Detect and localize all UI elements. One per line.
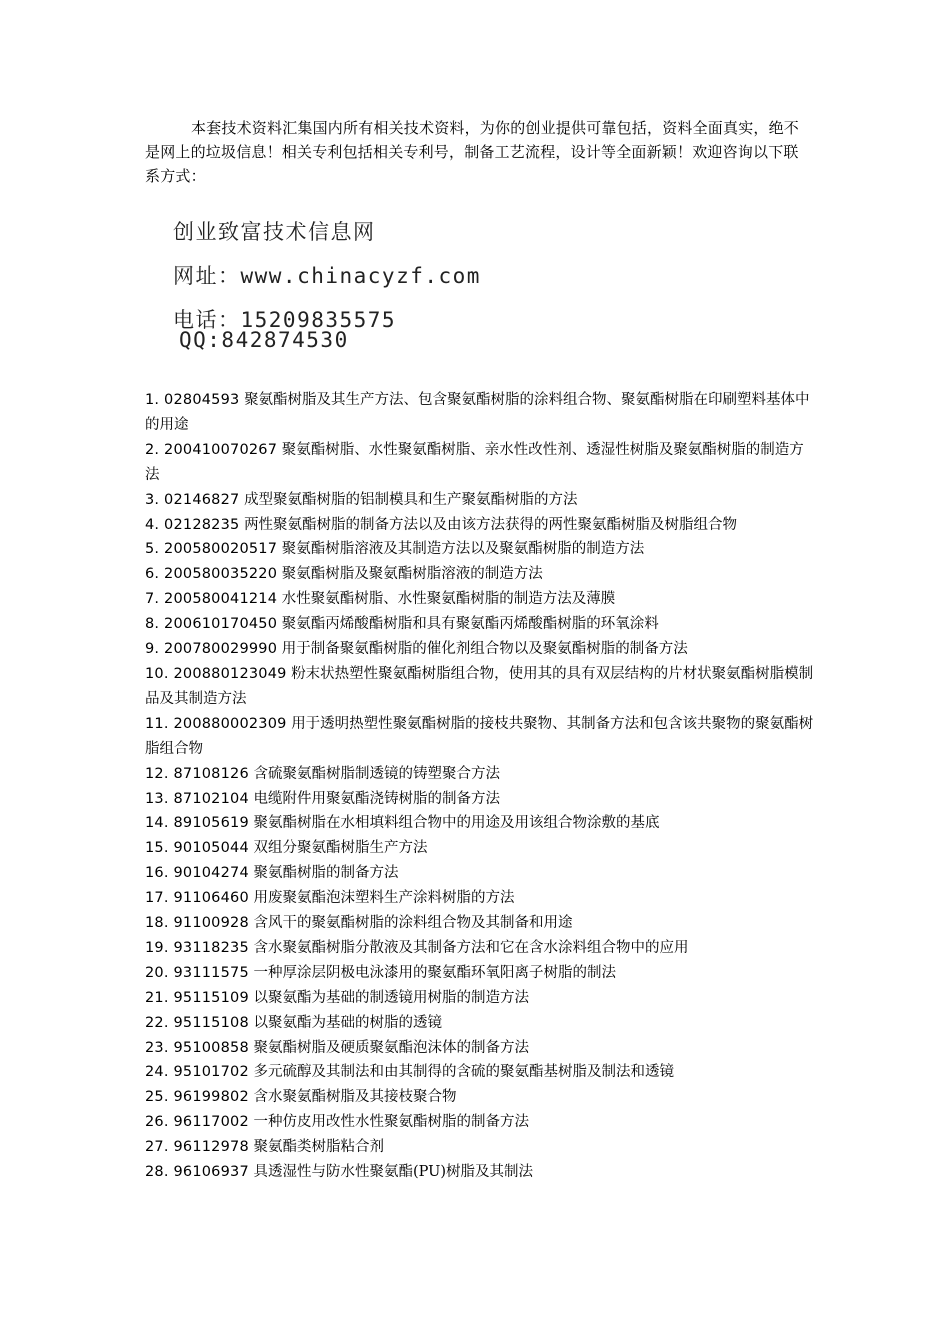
patent-title: 用于透明热塑性聚氨酯树脂的接枝共聚物、其制备方法和包含该共聚物的聚氨酯树脂组合物 — [145, 715, 814, 757]
patent-title: 具透湿性与防水性聚氨酯(PU)树脂及其制法 — [253, 1164, 534, 1181]
patent-list-item — [145, 1135, 815, 1160]
patent-list-item — [145, 438, 815, 488]
patent-number: 9. 200780029990 — [145, 641, 278, 658]
patent-number: 11. 200880002309 — [145, 715, 287, 732]
patent-number: 3. 02146827 — [145, 491, 240, 508]
patent-number: 18. 91100928 — [145, 915, 249, 932]
patent-title: 电缆附件用聚氨酯浇铸树脂的制备方法 — [253, 790, 500, 807]
patent-number: 4. 02128235 — [145, 516, 240, 533]
patent-list-item — [145, 637, 815, 662]
patent-list-item — [145, 1160, 815, 1185]
patent-title: 聚氨酯类树脂粘合剂 — [253, 1139, 384, 1156]
patent-title: 一种仿皮用改性水性聚氨酯树脂的制备方法 — [253, 1114, 529, 1131]
patent-title: 用于制备聚氨酯树脂的催化剂组合物以及聚氨酯树脂的制备方法 — [281, 641, 688, 658]
patent-title: 用废聚氨酯泡沫塑料生产涂料树脂的方法 — [253, 890, 515, 907]
patent-number: 19. 93118235 — [145, 939, 249, 956]
patent-list-item — [145, 836, 815, 861]
patent-number: 25. 96199802 — [145, 1089, 249, 1106]
contact-site-name: 创业致富技术信息网 — [173, 220, 376, 244]
patent-list-item — [145, 1011, 815, 1036]
patent-list-item — [145, 861, 815, 886]
patent-title: 聚氨酯树脂及其生产方法、包含聚氨酯树脂的涂料组合物、聚氨酯树脂在印刷塑料基体中的用途 — [145, 392, 810, 433]
patent-title: 聚氨酯树脂及聚氨酯树脂溶液的制造方法 — [281, 566, 543, 583]
patent-title: 水性聚氨酯树脂、水性聚氨酯树脂的制造方法及薄膜 — [281, 591, 616, 608]
patent-number: 16. 90104274 — [145, 865, 249, 882]
patent-list-item — [145, 537, 815, 562]
patent-title: 含风干的聚氨酯树脂的涂料组合物及其制备和用途 — [253, 915, 573, 932]
patent-list-item — [145, 712, 815, 762]
patent-title: 含水聚氨酯树脂及其接枝聚合物 — [253, 1089, 457, 1106]
patent-number: 26. 96117002 — [145, 1114, 249, 1131]
contact-qq: QQ:842874530 — [179, 328, 349, 352]
patent-number: 24. 95101702 — [145, 1064, 249, 1081]
patent-title: 聚氨酯树脂的制备方法 — [253, 865, 399, 882]
patent-list-item — [145, 762, 815, 787]
patent-number: 6. 200580035220 — [145, 566, 278, 583]
patent-title: 粉末状热塑性聚氨酯树脂组合物，使用其的具有双层结构的片材状聚氨酯树脂模制品及其制造方法 — [145, 665, 814, 707]
patent-title: 含硫聚氨酯树脂制透镜的铸塑聚合方法 — [253, 765, 500, 782]
patent-list-item — [145, 587, 815, 612]
patent-number: 17. 91106460 — [145, 890, 249, 907]
patent-list-item — [145, 662, 815, 712]
patent-number: 27. 96112978 — [145, 1139, 249, 1156]
patent-title: 聚氨酯树脂及硬质聚氨酯泡沫体的制备方法 — [253, 1039, 529, 1056]
patent-list-item — [145, 1036, 815, 1061]
patent-list-item — [145, 811, 815, 836]
patent-title: 聚氨酯树脂溶液及其制造方法以及聚氨酯树脂的制造方法 — [281, 541, 645, 558]
patent-list-item — [145, 961, 815, 986]
patent-list-item — [145, 1110, 815, 1135]
patent-number: 20. 93111575 — [145, 964, 249, 981]
patent-title: 多元硫醇及其制法和由其制得的含硫的聚氨酯基树脂及制法和透镜 — [253, 1064, 674, 1081]
patent-list-item — [145, 562, 815, 587]
patent-number: 12. 87108126 — [145, 765, 249, 782]
patent-number: 8. 200610170450 — [145, 616, 278, 633]
patent-number: 23. 95100858 — [145, 1039, 249, 1056]
patent-title: 聚氨酯树脂在水相填料组合物中的用途及用该组合物涂敷的基底 — [253, 815, 660, 832]
contact-phone: 电话：15209835575 — [173, 308, 397, 332]
patent-title: 双组分聚氨酯树脂生产方法 — [253, 840, 428, 857]
patent-number: 14. 89105619 — [145, 815, 249, 832]
patent-title: 聚氨酯丙烯酸酯树脂和具有聚氨酯丙烯酸酯树脂的环氧涂料 — [281, 616, 659, 633]
intro-paragraph: 本套技术资料汇集国内所有相关技术资料，为你的创业提供可靠包括，资料全面真实，绝不是网上的垃圾信息！相关专利包括相关专利号，制备工艺流程，设计等全面新颖！欢迎咨询以下联系方式： — [145, 119, 800, 185]
patent-number: 15. 90105044 — [145, 840, 249, 857]
patent-title: 成型聚氨酯树脂的铝制模具和生产聚氨酯树脂的方法 — [244, 491, 578, 508]
patent-number: 7. 200580041214 — [145, 591, 278, 608]
patent-list-item — [145, 488, 815, 513]
patent-list-item — [145, 787, 815, 812]
patent-number: 2. 200410070267 — [145, 441, 278, 458]
patent-list — [145, 388, 815, 1185]
patent-title: 以聚氨酯为基础的树脂的透镜 — [253, 1014, 442, 1031]
contact-website: 网址：www.chinacyzf.com — [173, 264, 481, 288]
patent-number: 21. 95115109 — [145, 989, 249, 1006]
patent-number: 5. 200580020517 — [145, 541, 278, 558]
patent-title: 两性聚氨酯树脂的制备方法以及由该方法获得的两性聚氨酯树脂及树脂组合物 — [244, 516, 738, 533]
patent-title: 以聚氨酯为基础的制透镜用树脂的制造方法 — [253, 989, 529, 1006]
patent-number: 13. 87102104 — [145, 790, 249, 807]
patent-list-item — [145, 886, 815, 911]
patent-list-item — [145, 936, 815, 961]
patent-title: 一种厚涂层阴极电泳漆用的聚氨酯环氧阳离子树脂的制法 — [253, 964, 616, 981]
patent-title: 聚氨酯树脂、水性聚氨酯树脂、亲水性改性剂、透湿性树脂及聚氨酯树脂的制造方法 — [145, 441, 804, 483]
patent-number: 1. 02804593 — [145, 392, 240, 408]
patent-list-item — [145, 1060, 815, 1085]
patent-number: 22. 95115108 — [145, 1014, 249, 1031]
patent-number: 28. 96106937 — [145, 1164, 249, 1181]
patent-list-item — [145, 612, 815, 637]
patent-list-item — [145, 911, 815, 936]
patent-list-item — [145, 1085, 815, 1110]
patent-list-item — [145, 388, 815, 438]
patent-number: 10. 200880123049 — [145, 665, 287, 682]
patent-list-item — [145, 986, 815, 1011]
patent-list-item — [145, 513, 815, 538]
patent-title: 含水聚氨酯树脂分散液及其制备方法和它在含水涂料组合物中的应用 — [253, 939, 689, 956]
